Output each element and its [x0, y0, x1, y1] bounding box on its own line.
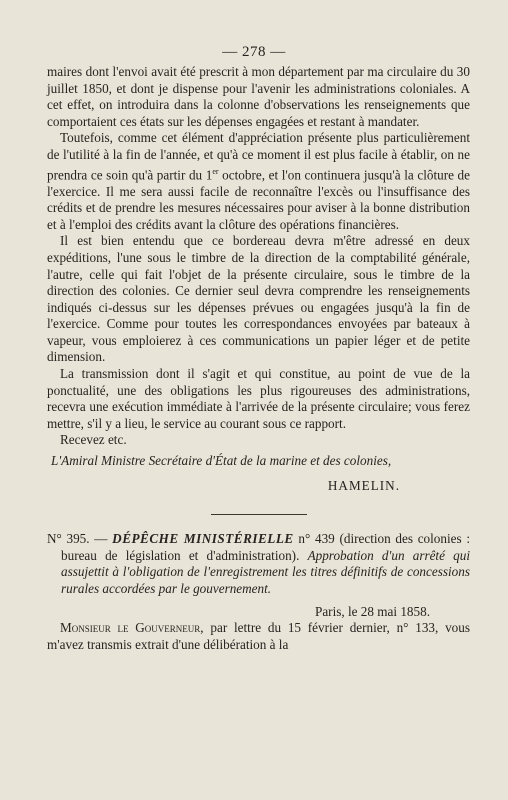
signature-title: L'Amiral Ministre Secrétaire d'État de la marine et des colonies,	[51, 453, 392, 469]
salutation: Monsieur le Gouverneur,	[60, 620, 204, 636]
depeche-title: DÉPÊCHE MINISTÉRIELLE	[112, 531, 294, 547]
signature-name: HAMELIN.	[327, 477, 400, 493]
letter-opening	[47, 620, 470, 653]
depeche-ref: n° 439 (direction des colonies : bureau de législation et d'administration).	[61, 531, 471, 563]
page-number: — 278 —	[222, 44, 286, 60]
paragraph-continuation: maires dont l'envoi avait été prescrit à mon département par ma circulaire du 30 juillet 1850, et dont je dispense pour l'avenir les administrations coloniales. A cet effet, on introduira dans la colonne d'observations les renseignements que comportaient ces états sur les dépenses engagées et restant à mandater.	[47, 64, 470, 129]
section-divider	[211, 514, 307, 515]
opening-text: par lettre du 15 février dernier, n° 133, vous m'avez transmis extrait d'une délibération à la	[47, 620, 470, 652]
paragraph-toutefois	[47, 130, 470, 233]
paragraph-toutefois-part1: Toutefois, comme cet élément d'appréciation présente plus particulièrement de l'utilité à la fin de l'année, et qu'à ce moment il est plus facile à établir, on ne prendra ce soin qu'à partir du 1	[47, 130, 470, 182]
paragraph-recevez: Recevez etc.	[60, 432, 127, 448]
depeche-heading	[47, 531, 470, 597]
place-date: Paris, le 28 mai 1858.	[314, 603, 430, 619]
page-body	[47, 64, 470, 653]
depeche-number: N° 395. —	[47, 531, 108, 547]
ordinal-superscript: er	[212, 166, 219, 176]
paragraph-transmission: La transmission dont il s'agit et qui constitue, au point de vue de la ponctualité, une des obligations les plus rigoureuses des administrations, recevra une exécution immédiate à l'arrivée de la présente circulaire; vous ferez mettre, s'il y a lieu, le service au courant sous ce rapport.	[47, 366, 470, 431]
paragraph-toutefois-part2: octobre, et l'on continuera jusqu'à la clôture de l'exercice. Il me sera aussi facile de reconnaître l'excès ou l'insuffisance des crédits et de prendre les mesures nécessaires pour aviser à la bonne distribution et à l'emploi des crédits avant la clôture des opérations financières.	[47, 166, 471, 232]
paragraph-bordereau: Il est bien entendu que ce bordereau devra m'être adressé en deux expéditions, l'une sous le timbre de la direction de la comptabilité générale, l'autre, celle qui fait l'objet de la présente circulaire, sous le timbre de la direction des colonies. Ce dernier seul devra comprendre les renseignements indiqués ci-dessus sur les dépenses prévues ou engagées jusqu'à la fin de l'exercice. Comme pour toutes les correspondances envoyées par bateaux à vapeur, vous emploierez à ces communications un papier léger et de petite dimension.	[47, 233, 470, 365]
depeche-summary: Approbation d'un arrêté qui assujettit à l'obligation de l'enregistrement les titres définitifs de concessions rurales accordées par le gouvernement.	[61, 547, 470, 597]
